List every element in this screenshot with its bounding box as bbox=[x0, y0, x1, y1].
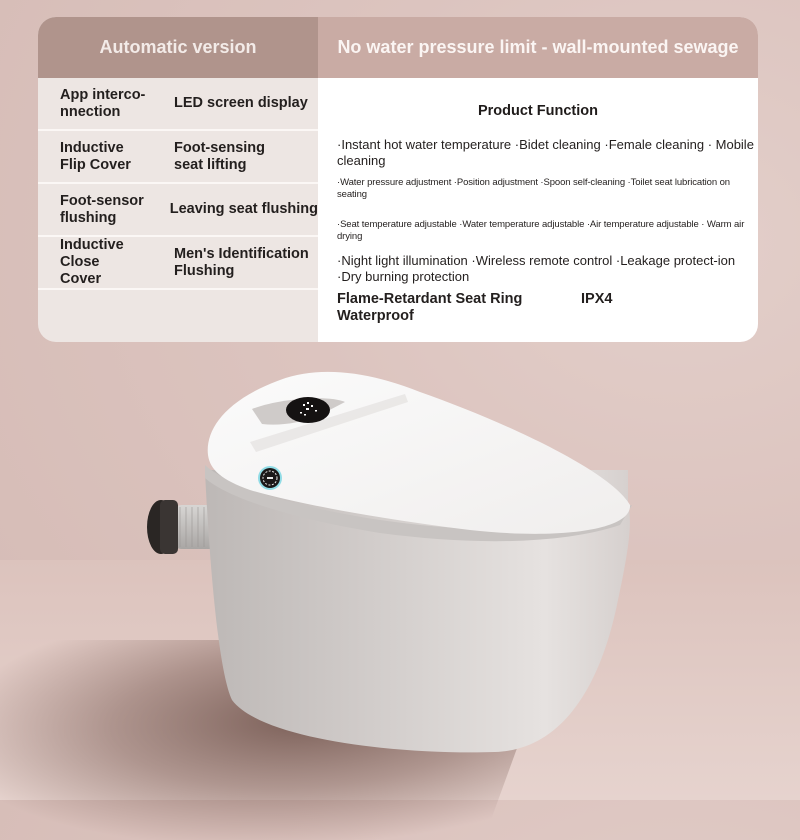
wall-mounted-header: No water pressure limit - wall-mounted sewage bbox=[318, 17, 758, 78]
feature-row bbox=[38, 131, 318, 184]
drain-hose bbox=[172, 505, 222, 549]
automatic-version-card bbox=[38, 17, 318, 342]
feature-label: App interco- nnection bbox=[60, 86, 146, 120]
feature-row bbox=[38, 78, 318, 131]
function-line: ·Night light illumination ·Wireless remote control ·Leakage protect-ion ·Dry burning protection bbox=[337, 253, 736, 284]
feature-row bbox=[38, 237, 318, 290]
feature-label: Foot-sensing seat lifting bbox=[174, 139, 266, 173]
function-line: ·Instant hot water temperature ·Bidet cleaning ·Female cleaning · Mobile cleaning bbox=[337, 137, 754, 168]
feature-label: Inductive Flip Cover bbox=[60, 139, 131, 173]
function-line: Flame-Retardant Seat Ring Waterproof bbox=[337, 291, 523, 324]
waterproof-rating: IPX4 bbox=[581, 291, 613, 307]
toilet-lid bbox=[208, 372, 630, 534]
feature-label: Leaving seat flushing bbox=[169, 201, 318, 217]
toilet-shadow bbox=[0, 640, 556, 840]
drain-coupling bbox=[147, 500, 175, 554]
product-function-card bbox=[318, 17, 758, 342]
function-line: ·Water pressure adjustment ·Position adjustment ·Spoon self-cleaning ·Toilet seat lubrication on seating bbox=[337, 177, 730, 200]
feature-label: Men's Identification Flushing bbox=[174, 245, 309, 279]
feature-label: Foot-sensor flushing bbox=[60, 192, 144, 226]
feature-row bbox=[38, 184, 318, 237]
control-knob-icon bbox=[258, 466, 282, 490]
product-function-title: Product Function bbox=[477, 103, 598, 119]
function-line: ·Seat temperature adjustable ·Water temperature adjustable ·Air temperature adjustable · Warm air drying bbox=[337, 219, 745, 242]
feature-label: Inductive Close Cover bbox=[60, 237, 124, 287]
feature-label: LED screen display bbox=[174, 95, 308, 111]
led-display-icon bbox=[286, 397, 330, 423]
automatic-version-header: Automatic version bbox=[38, 17, 318, 78]
